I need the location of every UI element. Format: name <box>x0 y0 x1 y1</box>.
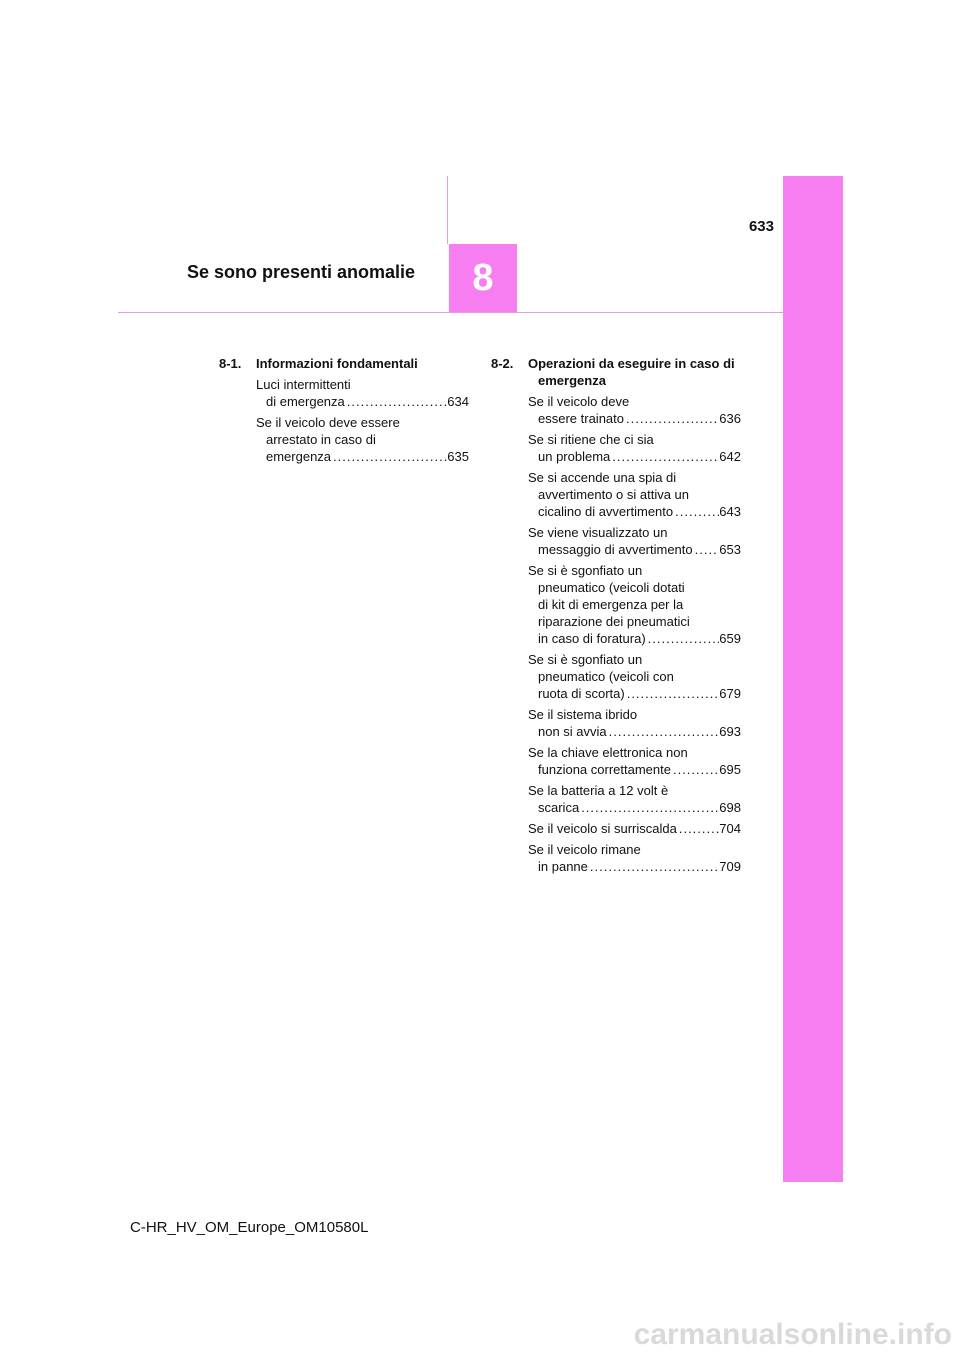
dot-leader <box>671 761 719 778</box>
toc-entry-text: emergenza <box>266 449 332 464</box>
dot-leader <box>646 630 720 647</box>
toc-entry-text: cicalino di avvertimento <box>538 504 674 519</box>
toc-entry-page: 698 <box>719 800 741 815</box>
toc-entry-text: Se viene visualizzato un <box>528 525 668 540</box>
dot-leader <box>673 503 719 520</box>
toc-entry[interactable] <box>491 393 741 427</box>
toc-entry-page: 636 <box>719 411 741 426</box>
chapter-side-tab <box>783 176 843 1182</box>
toc-entry-page: 634 <box>447 394 469 409</box>
toc-entry[interactable] <box>491 562 741 647</box>
toc-entry-text: Se il veicolo deve essere <box>256 415 400 430</box>
toc-entry-leader-line <box>528 799 741 816</box>
toc-entry-text: Se il sistema ibrido <box>528 707 638 722</box>
toc-entry-leader-line <box>528 448 741 465</box>
toc-entry-text: funziona correttamente <box>538 762 671 777</box>
dot-leader <box>610 448 719 465</box>
dot-leader <box>693 541 720 558</box>
toc-entry[interactable] <box>491 706 741 740</box>
toc-entry-page: 643 <box>719 504 741 519</box>
toc-entry-leader-line <box>528 761 741 778</box>
toc-entry-text: Se si accende una spia di <box>528 470 677 485</box>
toc-entry-text: messaggio di avvertimento <box>538 542 693 557</box>
toc-section-title: Operazioni da eseguire in caso di emergenza <box>528 356 735 388</box>
chapter-title: Se sono presenti anomalie <box>187 262 416 282</box>
toc-entry-text: Luci intermittenti <box>256 377 351 392</box>
toc-entry-text: Se il veicolo rimane <box>528 842 641 857</box>
toc-entry-leader-line <box>528 630 741 647</box>
chapter-number-badge: 8 <box>449 244 517 312</box>
toc-entry-leader-line <box>256 448 469 465</box>
toc-entry-page: 635 <box>447 449 469 464</box>
toc-entry[interactable] <box>219 414 469 465</box>
toc-column-right <box>491 355 741 879</box>
toc-entry[interactable] <box>491 782 741 816</box>
toc-entry-text: Se la chiave elettronica non <box>528 745 688 760</box>
toc-column-left <box>219 355 469 469</box>
dot-leader <box>607 723 720 740</box>
toc-section-number: 8-2. <box>491 356 514 371</box>
toc-entry-text: non si avvia <box>538 724 607 739</box>
toc-entry[interactable] <box>219 376 469 410</box>
toc-entry-text: riparazione dei pneumatici <box>538 614 690 629</box>
toc-entry-text: Se si ritiene che ci sia <box>528 432 654 447</box>
toc-entry-text: scarica <box>538 800 580 815</box>
toc-entry-text: avvertimento o si attiva un <box>538 487 690 502</box>
dot-leader <box>331 448 447 465</box>
toc-entry-leader-line <box>528 410 741 427</box>
toc-entry-page: 653 <box>719 542 741 557</box>
toc-section-heading <box>491 355 741 389</box>
toc-entry[interactable] <box>491 651 741 702</box>
toc-entry-text: Se si è sgonfiato un <box>528 563 643 578</box>
dot-leader <box>625 685 720 702</box>
dot-leader <box>588 858 719 875</box>
toc-entry-text: Se la batteria a 12 volt è <box>528 783 669 798</box>
toc-entry-page: 659 <box>719 631 741 646</box>
toc-entry-text: di emergenza <box>266 394 345 409</box>
toc-entry[interactable] <box>491 744 741 778</box>
toc-entry-leader-line <box>528 820 741 837</box>
toc-entry-page: 679 <box>719 686 741 701</box>
toc-entry-text: ruota di scorta) <box>538 686 625 701</box>
toc-entry-page: 695 <box>719 762 741 777</box>
toc-entry-text: Se il veicolo si surriscalda <box>528 821 677 836</box>
toc-entry-text: di kit di emergenza per la <box>538 597 684 612</box>
watermark: carmanualsonline.info <box>633 1318 952 1351</box>
toc-section-heading <box>219 355 469 372</box>
toc-entry-text: in panne <box>538 859 588 874</box>
toc-entry[interactable] <box>491 431 741 465</box>
toc-entry-leader-line <box>528 685 741 702</box>
toc-entry-leader-line <box>528 541 741 558</box>
dot-leader <box>624 410 719 427</box>
toc-entry-text: pneumatico (veicoli dotati <box>538 580 685 595</box>
toc-entry-page: 709 <box>719 859 741 874</box>
page-number: 633 <box>748 218 774 235</box>
toc-entry-text: Se il veicolo deve <box>528 394 630 409</box>
toc-entry-page: 642 <box>719 449 741 464</box>
header-divider-horizontal <box>118 312 783 313</box>
toc-entry[interactable] <box>491 841 741 875</box>
dot-leader <box>677 820 719 837</box>
toc-entry[interactable] <box>491 524 741 558</box>
toc-section-number: 8-1. <box>219 356 242 371</box>
toc-entry-text: in caso di foratura) <box>538 631 646 646</box>
toc-entry-page: 704 <box>719 821 741 836</box>
toc-section-title: Informazioni fondamentali <box>256 356 418 371</box>
toc-entry-text: Se si è sgonfiato un <box>528 652 643 667</box>
toc-entry-text: un problema <box>538 449 611 464</box>
toc-entry[interactable] <box>491 469 741 520</box>
toc-entry[interactable] <box>491 820 741 837</box>
dot-leader <box>579 799 719 816</box>
toc-entry-leader-line <box>528 503 741 520</box>
dot-leader <box>345 393 448 410</box>
toc-entry-leader-line <box>256 393 469 410</box>
toc-entry-leader-line <box>528 723 741 740</box>
document-footer-code: C-HR_HV_OM_Europe_OM10580L <box>130 1219 369 1236</box>
toc-entry-text: pneumatico (veicoli con <box>538 669 674 684</box>
toc-entry-text: arrestato in caso di <box>266 432 376 447</box>
header-divider-vertical <box>447 176 448 244</box>
toc-entry-page: 693 <box>719 724 741 739</box>
toc-entry-text: essere trainato <box>538 411 624 426</box>
toc-entry-leader-line <box>528 858 741 875</box>
